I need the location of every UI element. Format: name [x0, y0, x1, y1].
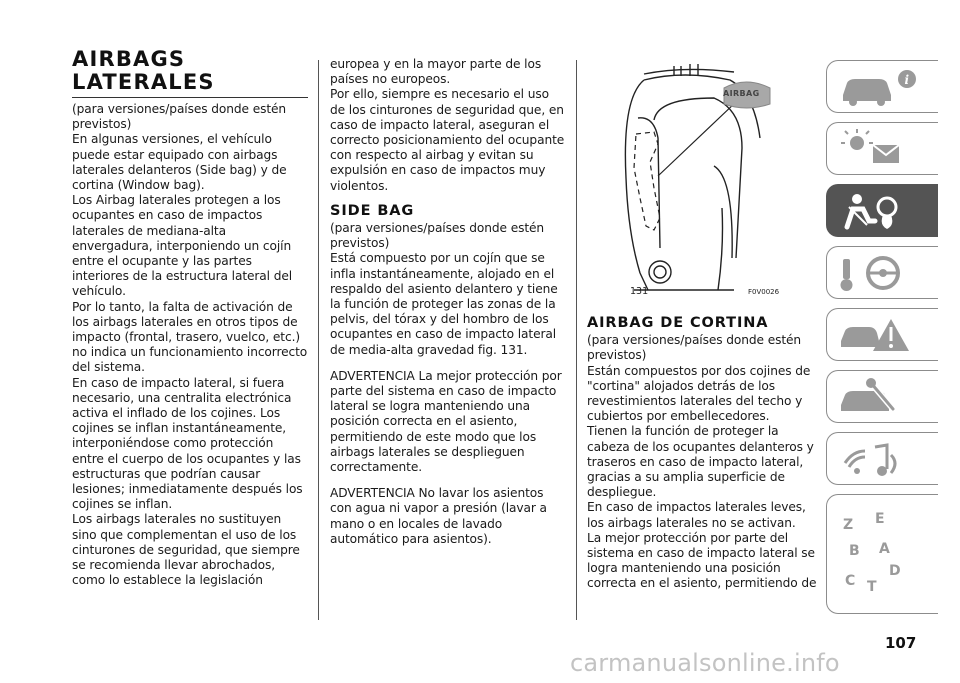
- paragraph: (para versiones/países donde estén previstos): [587, 333, 802, 363]
- nav-tab-wrench-car[interactable]: [826, 370, 938, 423]
- svg-text:i: i: [904, 73, 910, 87]
- figure-code: F0V0026: [748, 288, 780, 296]
- seatbelt-airbag-icon: [827, 185, 939, 238]
- watermark[interactable]: carmanualsonline.info: [570, 649, 840, 677]
- index-letter: T: [867, 579, 877, 595]
- warning-car-icon: [827, 309, 939, 362]
- dashboard-lights-icon: [827, 123, 939, 176]
- paragraph: Están compuestos por dos cojines de "cortina" alojados detrás de los revestimientos laterales del techo y cubiertos por embellecedores.: [587, 363, 811, 424]
- nav-tab-seatbelt-airbag[interactable]: [826, 184, 938, 237]
- car-info-icon: [827, 61, 939, 114]
- seat-illustration: [614, 58, 786, 304]
- page-number: 107: [885, 634, 917, 652]
- paragraph: Tienen la función de proteger la cabeza de los ocupantes delanteros y traseros en caso de impacto lateral, gracias a su amplia superficie de despliegue.: [587, 424, 814, 500]
- paragraph: Los airbags laterales no sustituyen sino que complementan el uso de los cinturones de seguridad, que siempre se recomienda llevar abrochados, como lo establece la legislación: [72, 512, 300, 588]
- paragraph: (para versiones/países donde estén previstos): [72, 102, 287, 132]
- key-steering-icon: [827, 247, 939, 300]
- index-letter: A: [879, 541, 890, 557]
- paragraph: Los Airbag laterales protegen a los ocupantes en caso de impactos laterales de mediana-alta envergadura, interponiendo un cojín entre el ocupante y las partes interiores de la estructura lateral del vehículo.: [72, 193, 293, 299]
- wrench-car-icon: [827, 371, 939, 424]
- index-letter: E: [875, 511, 885, 527]
- nav-tab-dashboard-lights[interactable]: [826, 122, 938, 175]
- index-letter: D: [889, 563, 901, 579]
- column-divider: [318, 60, 319, 620]
- figure-seat-airbag: [614, 58, 786, 304]
- airbag-label: AIRBAG: [723, 89, 760, 98]
- nav-tab-key-steering[interactable]: [826, 246, 938, 299]
- paragraph: (para versiones/países donde estén previstos): [330, 221, 545, 251]
- column-3: [587, 316, 823, 592]
- paragraph: En caso de impacto lateral, si fuera necesario, una centralita electrónica activa el inflado de los cojines. Los cojines se inflan instantáneamente, interponiéndose como protección entre el cuerpo de los ocupantes y las estructuras que podrían causar lesiones; inmediatamente después los cojines se inflan.: [72, 375, 303, 512]
- index-letters-icon: [827, 495, 939, 615]
- paragraph: Está compuesto por un cojín que se infla instantáneamente, alojado en el respaldo del asiento delantero y tiene la función de proteger las zonas de la pelvis, del tórax y del hombro de los ocupantes en caso de impacto lateral de media-alta gravedad fig. 131.: [330, 251, 558, 357]
- warning-paragraph: ADVERTENCIA La mejor protección por parte del sistema en caso de impacto lateral se logra manteniendo una posición correcta en el asiento, permitiendo de este modo que los airbags laterales se desplieguen correctamente.: [330, 368, 562, 475]
- multimedia-icon: [827, 433, 939, 486]
- index-letter: B: [849, 543, 860, 559]
- warning-paragraph: ADVERTENCIA No lavar los asientos con agua ni vapor a presión (lavar a mano o en locales de lavado automático para asientos).: [330, 486, 547, 546]
- nav-tab-warning-car[interactable]: [826, 308, 938, 361]
- index-letter: Z: [843, 517, 854, 533]
- nav-tab-car-info[interactable]: [826, 60, 938, 113]
- paragraph: En algunas versiones, el vehículo puede estar equipado con airbags laterales delanteros (Side bag) y de cortina (Window bag).: [72, 132, 287, 193]
- nav-tab-index[interactable]: [826, 494, 938, 614]
- paragraph: europea y en la mayor parte de los países no europeos.: [330, 57, 542, 87]
- index-letter: C: [845, 573, 856, 589]
- nav-tab-multimedia[interactable]: [826, 432, 938, 485]
- paragraph: En caso de impactos laterales leves, los airbags laterales no se activan.: [587, 500, 806, 530]
- title-rule: [72, 97, 308, 98]
- heading-airbag-de-cortina: AIRBAG DE CORTINA: [587, 315, 769, 331]
- figure-number: 131: [630, 286, 649, 297]
- column-1: [72, 48, 308, 589]
- paragraph: Por lo tanto, la falta de activación de los airbags laterales en otros tipos de impacto (frontal, trasero, vuelco, etc.) no indica un funcionamiento incorrecto del sistema.: [72, 299, 308, 375]
- column-divider: [576, 60, 577, 620]
- section-title-airbags-laterales: AIRBAGS LATERALES: [72, 47, 215, 94]
- paragraph: Por ello, siempre es necesario el uso de los cinturones de seguridad que, en caso de impacto lateral, aseguran el correcto posicionamiento del ocupante con respecto al airbag y evitan su expulsión en caso de impactos muy violentos.: [330, 87, 565, 193]
- paragraph: La mejor protección por parte del sistema en caso de impacto lateral se logra manteniendo una posición correcta en el asiento, permitiendo de: [587, 530, 817, 591]
- heading-side-bag: SIDE BAG: [330, 202, 415, 219]
- column-2: [330, 57, 566, 547]
